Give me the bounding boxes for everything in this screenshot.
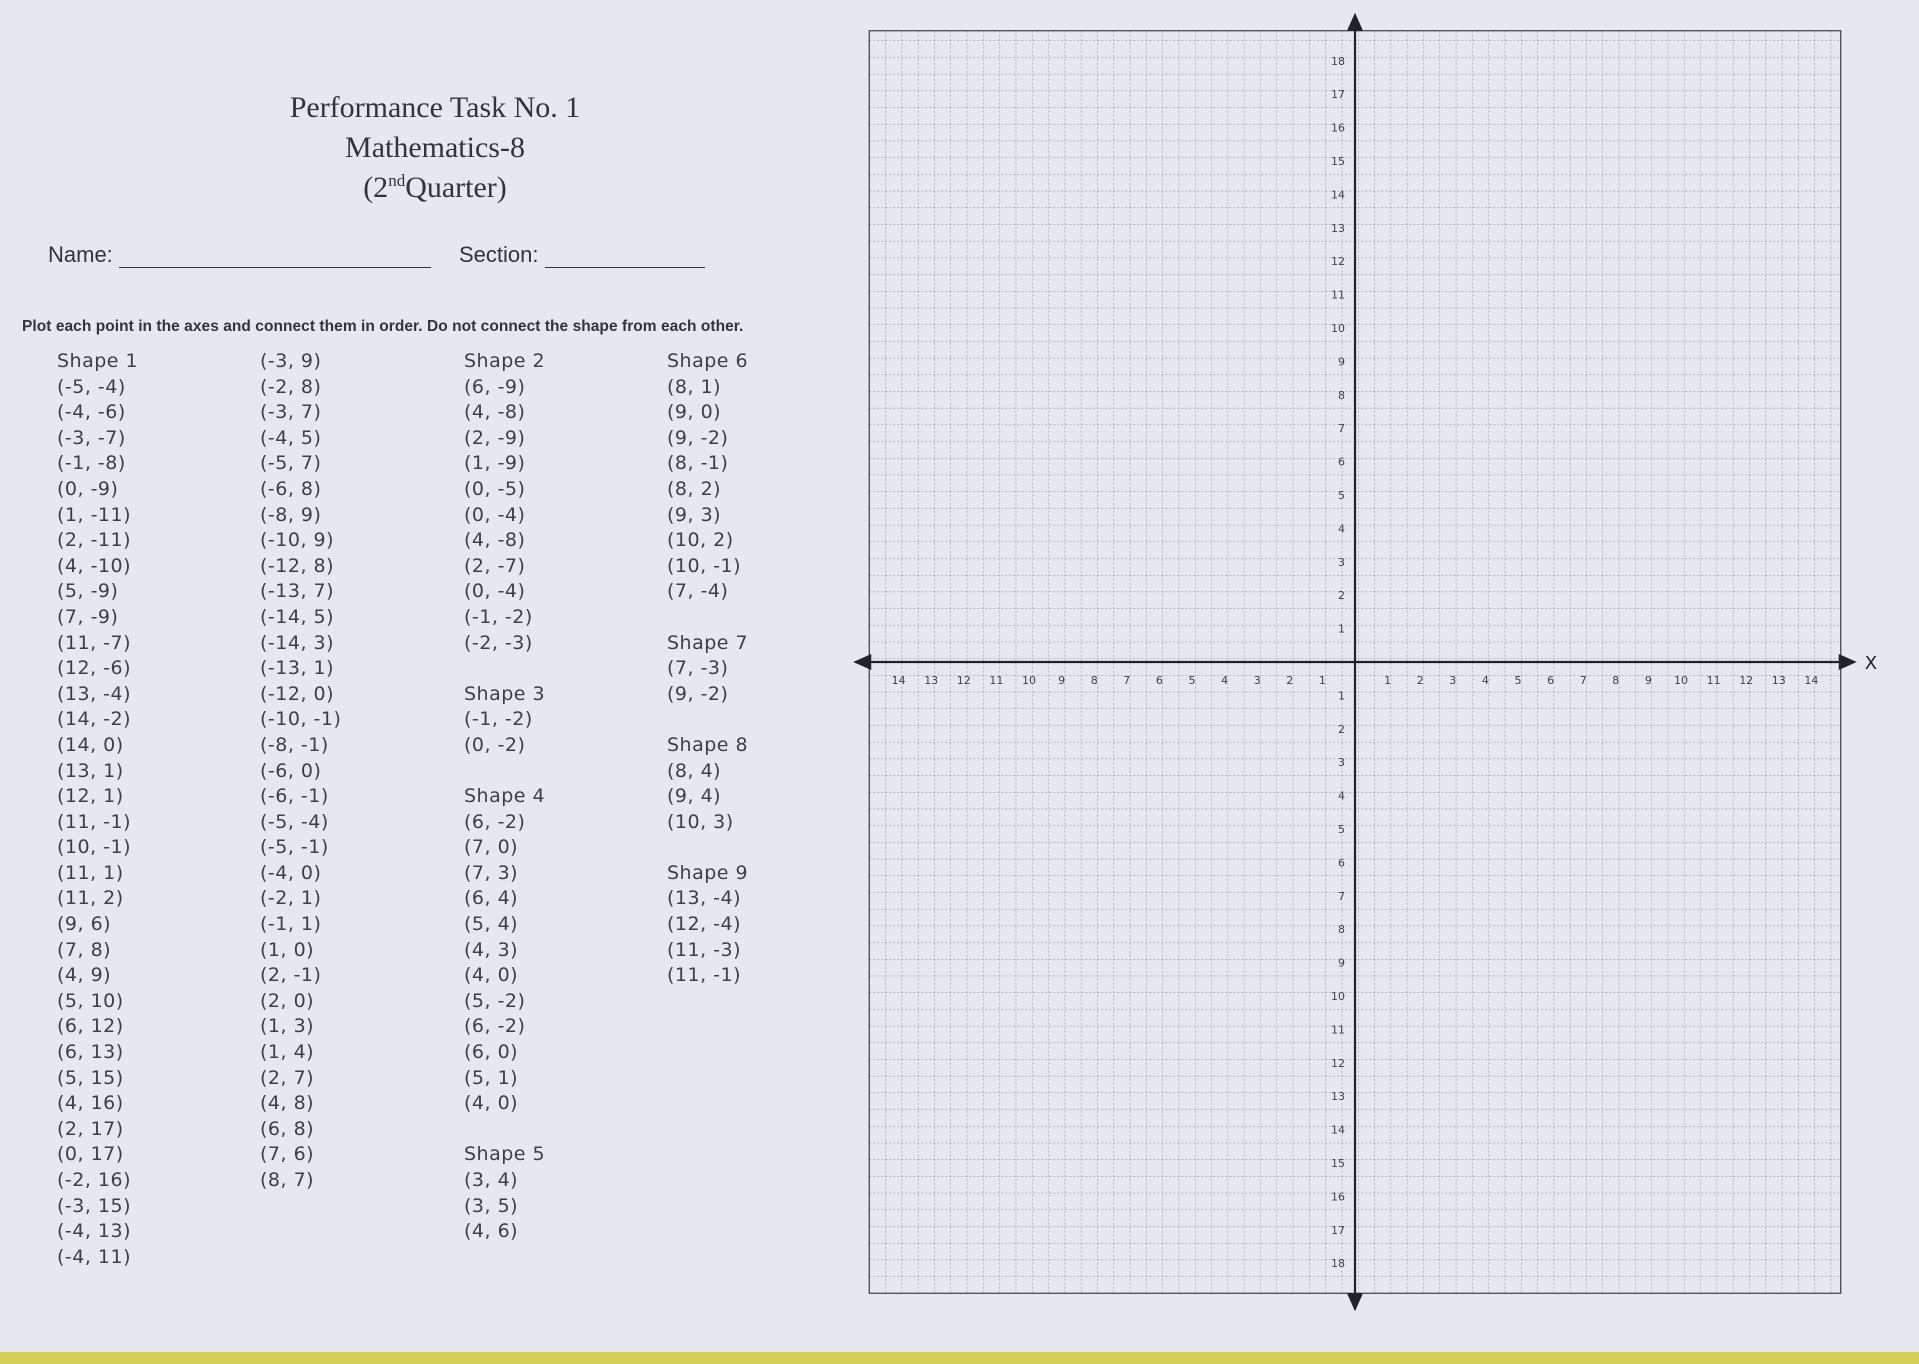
coordinate-point: (-3, -7) xyxy=(57,426,126,449)
coordinate-point: (7, -3) xyxy=(667,657,729,680)
coordinate-point: (0, -2) xyxy=(464,733,526,756)
section-field[interactable] xyxy=(459,242,705,268)
coordinate-point: (2, 0) xyxy=(260,989,315,1012)
coordinate-point: (1, 0) xyxy=(260,938,315,961)
coordinate-point: (1, 3) xyxy=(260,1015,315,1038)
coordinate-point: (5, 10) xyxy=(57,989,124,1012)
coordinate-point: (6, 4) xyxy=(464,887,519,910)
coordinate-point: (-14, 5) xyxy=(260,605,335,628)
y-tick-label: 5 xyxy=(1338,823,1345,836)
y-tick-label: 8 xyxy=(1338,923,1345,937)
y-tick-label: 13 xyxy=(1331,1090,1345,1104)
shape-title: Shape 9 xyxy=(667,861,749,884)
x-tick-label: 5 xyxy=(1188,674,1196,687)
coordinate-point: (-3, 15) xyxy=(57,1194,132,1217)
coordinate-point: (-8, -1) xyxy=(260,733,329,756)
y-tick-label: 17 xyxy=(1331,88,1345,102)
x-tick-label: 8 xyxy=(1612,674,1620,687)
y-tick-label: 14 xyxy=(1331,188,1345,202)
coordinate-point: (0, -9) xyxy=(57,477,119,500)
coordinate-point: (0, -4) xyxy=(464,580,526,603)
y-tick-label: 16 xyxy=(1331,1190,1345,1204)
shape-title: Shape 8 xyxy=(667,733,749,756)
x-tick-label: 10 xyxy=(1674,674,1688,687)
group-spacer xyxy=(464,1117,545,1143)
coordinate-point: (4, 3) xyxy=(464,938,519,961)
coordinate-point: (6, -2) xyxy=(464,810,526,833)
coordinate-point: (11, 2) xyxy=(57,887,124,910)
y-tick-label: 6 xyxy=(1338,856,1345,870)
coordinate-point: (-6, 0) xyxy=(260,759,322,782)
coordinate-point: (6, 8) xyxy=(260,1117,315,1140)
coordinate-point: (0, -4) xyxy=(464,503,526,526)
y-axis-up-arrow-icon xyxy=(1347,13,1363,31)
coordinate-point: (0, -5) xyxy=(464,477,526,500)
coordinate-point: (7, -4) xyxy=(667,580,729,603)
coordinate-point: (4, 9) xyxy=(57,964,112,987)
coordinate-point: (4, 8) xyxy=(260,1092,315,1115)
coordinate-point: (3, 4) xyxy=(464,1169,519,1191)
coordinate-point: (3, 5) xyxy=(464,1194,519,1217)
x-tick-label: 13 xyxy=(924,674,939,687)
y-axis-down-arrow-icon xyxy=(1347,1293,1363,1311)
shape-title: Shape 5 xyxy=(464,1143,546,1166)
x-tick-label: 5 xyxy=(1514,674,1522,687)
y-tick-label: 14 xyxy=(1331,1123,1345,1137)
quarter-title xyxy=(235,168,635,208)
coordinate-point: (-13, 7) xyxy=(260,580,335,603)
coordinate-point: (8, 7) xyxy=(260,1169,315,1191)
section-blank-line[interactable] xyxy=(545,247,705,268)
coordinates-column-1 xyxy=(57,349,138,1270)
group-spacer xyxy=(464,656,545,682)
coordinate-point: (8, 4) xyxy=(667,759,722,782)
coordinate-point: (-12, 0) xyxy=(260,682,335,705)
coordinate-point: (11, 1) xyxy=(57,861,124,884)
table-edge xyxy=(0,1352,1919,1364)
group-spacer xyxy=(464,759,545,785)
coordinate-point: (-4, -6) xyxy=(57,401,126,424)
coordinate-point: (12, 1) xyxy=(57,785,124,808)
y-tick-label: 10 xyxy=(1331,990,1345,1003)
coordinate-point: (2, 7) xyxy=(260,1066,315,1089)
y-tick-label: 13 xyxy=(1331,221,1345,235)
x-tick-label: 14 xyxy=(1804,674,1819,687)
coordinate-point: (13, 1) xyxy=(57,759,124,782)
y-tick-label: 15 xyxy=(1331,1157,1345,1170)
coordinate-point: (-10, -1) xyxy=(260,708,342,731)
coordinate-point: (-5, -4) xyxy=(57,375,126,398)
y-tick-label: 18 xyxy=(1331,1257,1345,1271)
x-tick-label: 6 xyxy=(1547,674,1555,687)
coordinate-point: (14, -2) xyxy=(57,708,132,731)
coordinate-point: (9, 6) xyxy=(57,913,112,936)
coordinate-point: (6, 13) xyxy=(57,1041,124,1064)
shape-title: Shape 2 xyxy=(464,350,546,372)
coordinate-point: (4, -10) xyxy=(57,554,132,577)
shape-title: Shape 1 xyxy=(57,350,139,372)
coordinate-point: (7, 0) xyxy=(464,836,519,859)
coordinate-point: (-12, 8) xyxy=(260,554,335,577)
section-label: Section: xyxy=(459,242,539,267)
coordinate-plane xyxy=(850,0,1919,1352)
shape-title: Shape 4 xyxy=(464,785,546,808)
coordinate-point: (11, -1) xyxy=(667,964,742,987)
name-field[interactable] xyxy=(48,242,431,268)
coordinate-point: (4, -8) xyxy=(464,529,526,552)
x-tick-label: 11 xyxy=(1706,674,1721,687)
coordinate-point: (2, -11) xyxy=(57,529,132,552)
coordinate-point: (1, -11) xyxy=(57,503,132,526)
x-tick-label: 12 xyxy=(1739,674,1754,687)
y-tick-label: 2 xyxy=(1338,589,1345,603)
coordinate-point: (5, 4) xyxy=(464,913,519,936)
y-tick-label: 11 xyxy=(1331,1023,1345,1037)
x-tick-label: 7 xyxy=(1123,674,1131,687)
coordinate-point: (1, 4) xyxy=(260,1041,315,1064)
coordinate-point: (9, 4) xyxy=(667,785,722,808)
coordinate-point: (-4, 0) xyxy=(260,861,322,884)
y-tick-label: 7 xyxy=(1338,422,1345,436)
coordinate-point: (10, 2) xyxy=(667,529,734,552)
coordinate-point: (12, -4) xyxy=(667,913,742,936)
x-tick-label: 8 xyxy=(1090,674,1098,687)
name-blank-line[interactable] xyxy=(119,247,431,268)
y-tick-label: 16 xyxy=(1331,121,1345,135)
coordinate-point: (-4, 13) xyxy=(57,1220,132,1243)
coordinate-point: (-8, 9) xyxy=(260,503,322,526)
x-tick-label: 4 xyxy=(1221,674,1229,687)
coordinate-point: (9, -2) xyxy=(667,426,729,449)
coordinate-point: (7, 6) xyxy=(260,1143,315,1166)
coordinate-point: (-10, 9) xyxy=(260,529,335,552)
coordinate-point: (-2, 16) xyxy=(57,1169,132,1191)
coordinate-point: (7, -9) xyxy=(57,605,119,628)
coordinate-point: (4, -8) xyxy=(464,401,526,424)
coordinate-point: (-1, -2) xyxy=(464,708,533,731)
y-tick-label: 4 xyxy=(1338,522,1345,536)
group-spacer xyxy=(667,707,748,733)
quarter-prefix: (2 xyxy=(363,171,389,204)
y-tick-label: 17 xyxy=(1331,1223,1345,1237)
y-tick-label: 1 xyxy=(1338,622,1345,636)
coordinate-point: (5, 1) xyxy=(464,1066,519,1089)
instruction-text: Plot each point in the axes and connect them in order. Do not connect the shape from each other. xyxy=(22,318,744,335)
coordinate-point: (-3, 7) xyxy=(260,401,322,424)
x-axis-label: X xyxy=(1864,653,1878,674)
coordinate-point: (-5, 7) xyxy=(260,452,322,475)
coordinate-point: (12, -6) xyxy=(57,657,132,680)
x-tick-label: 1 xyxy=(1318,674,1326,687)
coordinate-point: (-4, 5) xyxy=(260,426,322,449)
x-tick-label: 11 xyxy=(989,674,1004,687)
coordinate-point: (-4, 11) xyxy=(57,1245,132,1268)
y-tick-label: 12 xyxy=(1331,1056,1345,1070)
coordinate-point: (10, -1) xyxy=(57,836,132,859)
x-tick-label: 13 xyxy=(1771,674,1786,687)
x-tick-label: 3 xyxy=(1253,674,1261,687)
group-spacer xyxy=(667,835,748,861)
quarter-suffix: Quarter) xyxy=(405,171,507,204)
coordinate-point: (6, -9) xyxy=(464,375,526,398)
task-title: Performance Task No. 1 xyxy=(289,91,581,124)
coordinate-point: (0, 17) xyxy=(57,1143,124,1166)
x-tick-label: 2 xyxy=(1286,674,1294,687)
coordinate-point: (11, -7) xyxy=(57,631,132,654)
coordinate-point: (14, 0) xyxy=(57,733,124,756)
coordinate-point: (7, 3) xyxy=(464,861,519,884)
x-tick-label: 12 xyxy=(956,674,971,687)
group-spacer xyxy=(667,605,748,631)
x-tick-label: 1 xyxy=(1384,674,1392,687)
coordinate-point: (8, 2) xyxy=(667,477,722,500)
coordinate-point: (4, 0) xyxy=(464,964,519,987)
shape-title: Shape 7 xyxy=(667,631,749,654)
coordinate-point: (-14, 3) xyxy=(260,631,335,654)
shape-title: Shape 6 xyxy=(667,350,749,372)
subject-title: Mathematics-8 xyxy=(345,131,525,164)
coordinates-column-2 xyxy=(260,349,341,1194)
coordinate-point: (13, -4) xyxy=(57,682,132,705)
coordinate-point: (7, 8) xyxy=(57,938,112,961)
coordinate-point: (-1, -8) xyxy=(57,452,126,475)
y-tick-label: 2 xyxy=(1338,722,1345,736)
coordinate-point: (2, -7) xyxy=(464,554,526,577)
coordinate-point: (6, 12) xyxy=(57,1015,124,1038)
y-tick-label: 10 xyxy=(1331,322,1345,335)
coordinate-point: (-1, -2) xyxy=(464,605,533,628)
y-tick-label: 12 xyxy=(1331,255,1345,269)
coordinate-point: (-2, 8) xyxy=(260,375,322,398)
coordinate-point: (-3, 9) xyxy=(260,350,322,372)
coordinate-point: (9, 3) xyxy=(667,503,722,526)
coordinate-point: (5, -2) xyxy=(464,989,526,1012)
coordinate-point: (-2, -3) xyxy=(464,631,533,654)
coordinate-point: (-2, 1) xyxy=(260,887,322,910)
coordinate-point: (6, -2) xyxy=(464,1015,526,1038)
x-tick-label: 7 xyxy=(1579,674,1587,687)
x-tick-label: 10 xyxy=(1022,674,1036,687)
x-axis-right-arrow-icon xyxy=(1839,654,1857,670)
x-axis-left-arrow-icon xyxy=(853,654,871,670)
x-tick-label: 9 xyxy=(1644,674,1652,687)
coordinate-point: (10, -1) xyxy=(667,554,742,577)
y-tick-label: 4 xyxy=(1338,789,1345,803)
coordinate-point: (-6, -1) xyxy=(260,785,329,808)
coordinate-point: (2, -9) xyxy=(464,426,526,449)
coordinate-point: (9, 0) xyxy=(667,401,722,424)
x-tick-label: 2 xyxy=(1416,674,1424,687)
coordinate-point: (13, -4) xyxy=(667,887,742,910)
y-tick-label: 3 xyxy=(1338,756,1345,770)
coordinate-point: (8, 1) xyxy=(667,375,722,398)
coordinate-point: (9, -2) xyxy=(667,682,729,705)
quarter-sup: nd xyxy=(388,171,406,190)
y-tick-label: 1 xyxy=(1338,689,1345,703)
x-tick-label: 3 xyxy=(1449,674,1457,687)
y-tick-label: 3 xyxy=(1338,555,1345,569)
coordinate-point: (-1, 1) xyxy=(260,913,322,936)
x-tick-label: 14 xyxy=(891,674,906,687)
coordinate-point: (-6, 8) xyxy=(260,477,322,500)
shape-title: Shape 3 xyxy=(464,682,546,705)
coordinate-point: (-5, -4) xyxy=(260,810,329,833)
coordinate-point: (5, 15) xyxy=(57,1066,124,1089)
coordinate-point: (1, -9) xyxy=(464,452,526,475)
y-tick-label: 8 xyxy=(1338,388,1345,402)
coordinate-point: (5, -9) xyxy=(57,580,119,603)
x-tick-label: 4 xyxy=(1481,674,1489,687)
coordinate-grid-svg xyxy=(850,0,1919,1352)
coordinate-point: (2, -1) xyxy=(260,964,322,987)
coordinate-point: (11, -3) xyxy=(667,938,742,961)
y-tick-label: 9 xyxy=(1338,956,1345,970)
coordinate-point: (-5, -1) xyxy=(260,836,329,859)
coordinate-point: (10, 3) xyxy=(667,810,734,833)
y-tick-label: 11 xyxy=(1331,288,1345,302)
y-tick-label: 5 xyxy=(1338,489,1345,502)
y-tick-label: 6 xyxy=(1338,455,1345,469)
coordinate-point: (8, -1) xyxy=(667,452,729,475)
y-tick-label: 9 xyxy=(1338,355,1345,369)
name-label: Name: xyxy=(48,242,113,267)
y-tick-label: 7 xyxy=(1338,889,1345,903)
coordinate-point: (2, 17) xyxy=(57,1117,124,1140)
y-tick-label: 15 xyxy=(1331,155,1345,168)
coordinate-point: (4, 0) xyxy=(464,1092,519,1115)
y-tick-label: 18 xyxy=(1331,54,1345,68)
title-block xyxy=(235,88,635,208)
coordinate-point: (-13, 1) xyxy=(260,657,335,680)
coordinates-column-3 xyxy=(464,349,545,1245)
coordinate-point: (4, 6) xyxy=(464,1220,519,1243)
x-tick-label: 9 xyxy=(1058,674,1066,687)
coordinate-point: (11, -1) xyxy=(57,810,132,833)
coordinates-column-4 xyxy=(667,349,748,989)
x-tick-label: 6 xyxy=(1155,674,1163,687)
coordinate-point: (6, 0) xyxy=(464,1041,519,1064)
coordinate-point: (4, 16) xyxy=(57,1092,124,1115)
